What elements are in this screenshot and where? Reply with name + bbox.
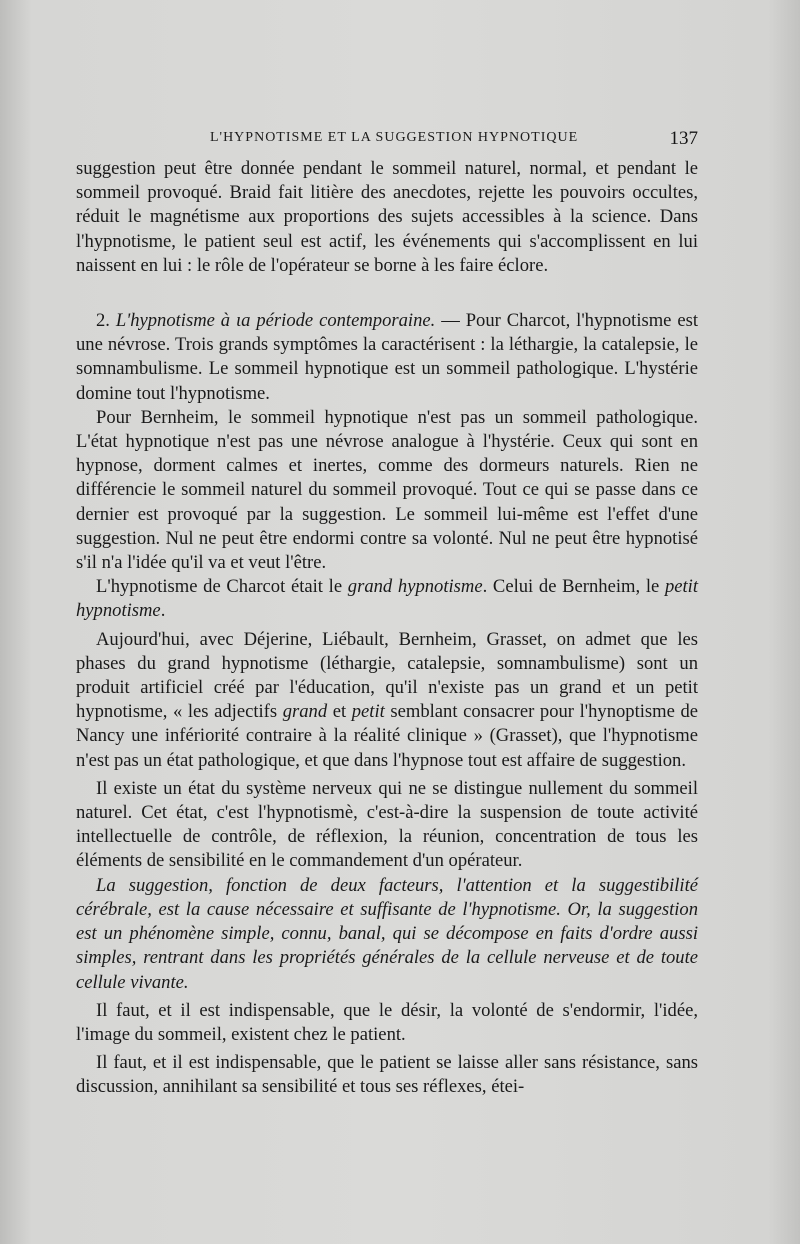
paragraph-systeme-nerveux [76, 777, 698, 874]
paragraph-desir [76, 999, 698, 1047]
paragraph-suggestion-text: La suggestion, fonction de deux facteurs, l'attention et la suggestibilité cérébrale, est la cause nécessaire et suffisante de l'hypnotisme. Or, la suggestion est un phénomène simple, connu, banal, qui se décompose en faits d'ordre aussi simples, rentrant dans les propriétés générales de la cellule nerveuse et de toute cellule vivante. [76, 874, 698, 993]
text-run: semblant consacrer pour l'hynoptisme de Nancy une infériorité contraire à la réalité clinique » (Grasset), que l'hypnotisme n'est pas un état pathologique, et que dans l'hypnose tout est affaire de suggestion. [76, 701, 698, 771]
paragraph-resistance [76, 1051, 698, 1099]
section-number: 2. [96, 310, 110, 332]
paragraph-charcot-bernheim [76, 575, 698, 623]
paragraph-bernheim-text: Pour Bernheim, le sommeil hypnotique n'est pas un sommeil pathologique. L'état hypnotique n'est pas une névrose analogue à l'hystérie. Ceux qui sont en hypnose, dorment calmes et inertes, comme des dormeurs naturels. Rien ne différencie le sommeil naturel du sommeil provoqué. Tout ce qui se passe dans ce dernier est provoqué par la suggestion. Le sommeil lui-même est l'effet d'une suggestion. Nul ne peut être endormi contre sa volonté. Nul ne peut être hypnotisé s'il n'a l'idée qu'il va et veut l'être. [76, 406, 698, 574]
running-head [76, 128, 698, 152]
emphasis-grand-hypnotisme: grand hypnotisme [347, 576, 483, 598]
section-heading: L'hypnotisme à ιa période contemporaine. [115, 310, 436, 332]
text-run: . Celui de Bernheim, le [482, 576, 665, 598]
paragraph-aujourdhui [76, 628, 698, 773]
text-run: Aujourd'hui, avec Déjerine, Liébault, Bernheim, Grasset, on admet que les phases du grand hypnotisme (léthargie, catalepsie, somnambulisme) sont un produit artificiel créé par l'éducation, qu'il n'existe pas un grand et un petit hypnotisme, « les adjectifs [76, 628, 698, 723]
text-run: . [160, 600, 166, 622]
section-2-text: — Pour Charcot, l'hypnotisme est une névrose. Trois grands symptômes la caractérisent : la léthargie, la catalepsie, le somnambulisme. Le sommeil hypnotique est un sommeil pathologique. L'hystérie domine tout l'hypnotisme. [76, 310, 699, 404]
section-2-paragraph [76, 309, 698, 406]
paragraph-bernheim [76, 406, 698, 575]
emphasis-petit: petit [351, 701, 385, 723]
emphasis-petit-hypnotisme: petit hypnotisme [76, 576, 698, 622]
paragraph-desir-text: Il faut, et il est indispensable, que le désir, la volonté de s'endormir, l'idée, l'image du sommeil, existent chez le patient. [76, 999, 698, 1045]
paragraph-1-text: suggestion peut être donnée pendant le sommeil naturel, normal, et pendant le sommeil provoqué. Braid fait litière des anecdotes, rejette les pouvoirs occultes, réduit le magnétisme aux proportions des sujets accessibles à la science. Dans l'hypnotisme, le patient seul est actif, les événements qui s'accomplissent en lui naissent en lui : le rôle de l'opérateur se borne à les faire éclore. [76, 158, 698, 276]
page-number: 137 [669, 128, 698, 149]
emphasis-grand: grand [282, 701, 328, 723]
body-text [76, 157, 698, 1100]
running-head-title: L'HYPNOTISME ET LA SUGGESTION HYPNOTIQUE [210, 130, 579, 145]
paragraph-suggestion-italic [76, 874, 698, 995]
text-run: et [327, 701, 352, 723]
paragraph-systeme-nerveux-text: Il existe un état du système nerveux qui ne se distingue nullement du sommeil naturel. Cet état, c'est l'hypnotismè, c'est-à-dire la suspension de toute activité intellectuelle de contrôle, de réflexion, la réunion, concentration de tous les éléments de sensibilité en le commandement d'un opérateur. [76, 777, 698, 872]
paragraph-1 [76, 157, 698, 278]
paragraph-resistance-text: Il faut, et il est indispensable, que le patient se laisse aller sans résistance, sans discussion, annihilant sa sensibilité et tous ses réflexes, étei- [76, 1052, 698, 1098]
text-run: L'hypnotisme de Charcot était le [96, 576, 348, 598]
